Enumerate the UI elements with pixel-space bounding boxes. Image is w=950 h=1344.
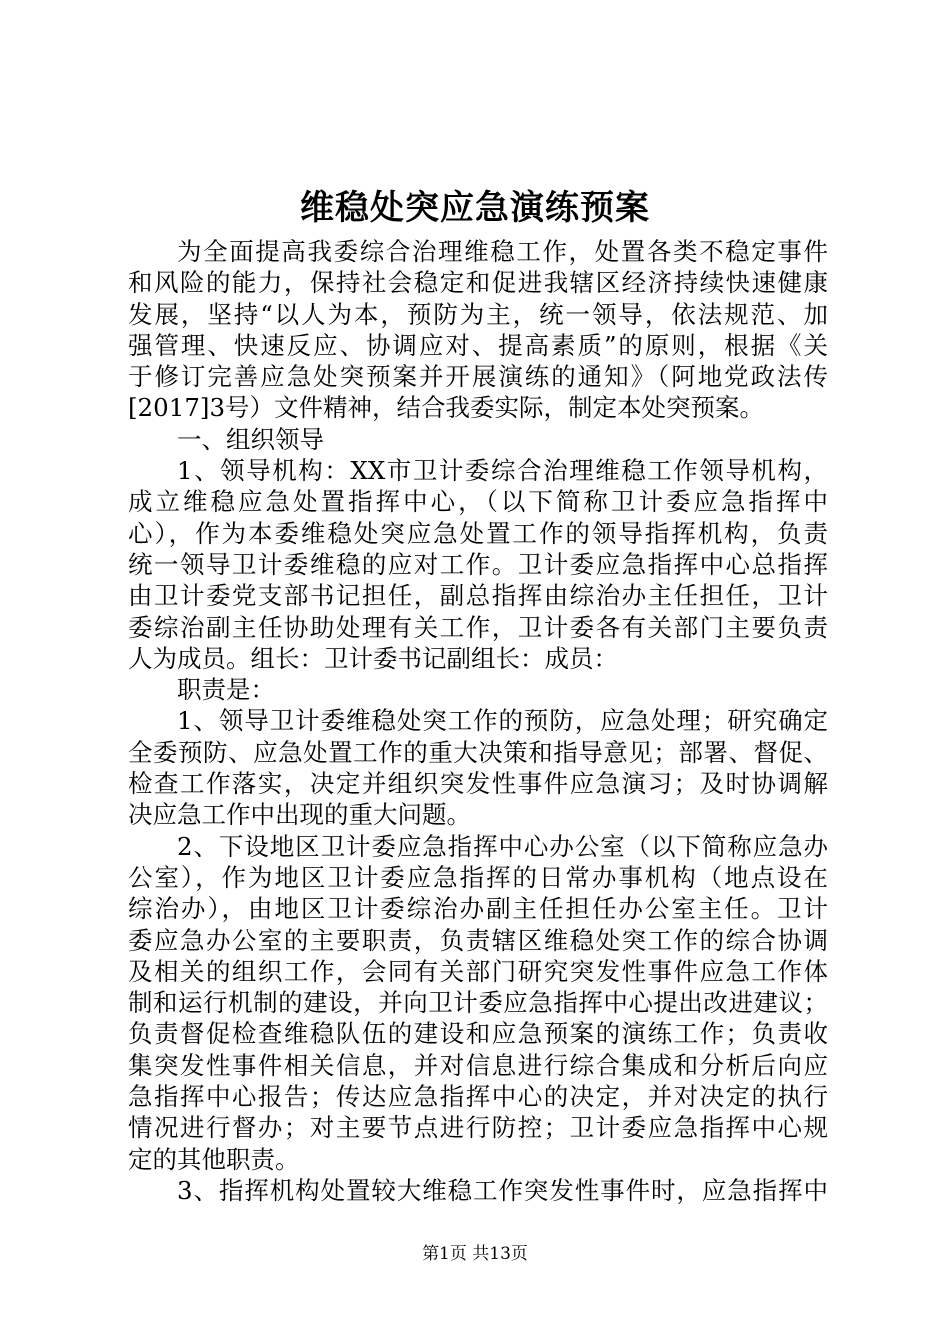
body-line: 负责督促检查维稳队伍的建设和应急预案的演练工作；负责收 — [128, 1019, 828, 1049]
body-line: 检查工作落实，决定并组织突发性事件应急演习；及时协调解 — [128, 769, 828, 799]
body-line: 统一领导卫计委维稳的应对工作。卫计委应急指挥中心总指挥 — [128, 549, 828, 579]
body-line: 定的其他职责。 — [128, 1144, 300, 1174]
body-line: 一、组织领导 — [177, 424, 324, 454]
body-line: 综治办），由地区卫计委综治办副主任担任办公室主任。卫计 — [128, 894, 828, 924]
body-line: 全委预防、应急处置工作的重大决策和指导意见；部署、督促、 — [128, 737, 828, 767]
body-line: 及相关的组织工作，会同有关部门研究突发性事件应急工作体 — [128, 956, 828, 986]
body-line: 人为成员。组长：卫计委书记副组长：成员： — [128, 643, 618, 673]
body-line: 情况进行督办；对主要节点进行防控；卫计委应急指挥中心规 — [128, 1113, 828, 1143]
body-line: 3、指挥机构处置较大维稳工作突发性事件时，应急指挥中 — [177, 1175, 828, 1205]
body-line: 集突发性事件相关信息，并对信息进行综合集成和分析后向应 — [128, 1050, 828, 1080]
body-line: 心），作为本委维稳处突应急处置工作的领导指挥机构，负责 — [128, 518, 828, 548]
body-line: [2017]3号）文件精神，结合我委实际，制定本处突预案。 — [128, 393, 765, 423]
body-line: 成立维稳应急处置指挥中心，（以下简称卫计委应急指挥中 — [128, 487, 828, 517]
body-line: 1、领导机构：XX市卫计委综合治理维稳工作领导机构， — [177, 456, 828, 486]
body-line: 于修订完善应急处突预案并开展演练的通知》（阿地党政法传 — [128, 362, 828, 392]
body-line: 发展，坚持“以人为本，预防为主，统一领导，依法规范、加 — [128, 299, 828, 329]
document-title: 维稳处突应急演练预案 — [300, 188, 650, 228]
body-line: 1、领导卫计委维稳处突工作的预防，应急处理；研究确定 — [177, 706, 828, 736]
body-line: 决应急工作中出现的重大问题。 — [128, 800, 471, 830]
body-line: 委应急办公室的主要职责，负责辖区维稳处突工作的综合协调 — [128, 925, 828, 955]
body-line: 公室），作为地区卫计委应急指挥的日常办事机构（地点设在 — [128, 862, 828, 892]
body-line: 为全面提高我委综合治理维稳工作，处置各类不稳定事件 — [177, 237, 828, 266]
page-footer: 第1页 共13页 — [422, 1244, 528, 1264]
body-line: 和风险的能力，保持社会稳定和促进我辖区经济持续快速健康 — [128, 268, 828, 298]
body-line: 职责是： — [177, 675, 275, 705]
body-line: 由卫计委党支部书记担任，副总指挥由综治办主任担任，卫计 — [128, 581, 828, 611]
body-line: 强管理、快速反应、协调应对、提高素质”的原则，根据《关 — [128, 330, 828, 360]
body-line: 2、下设地区卫计委应急指挥中心办公室（以下简称应急办 — [177, 831, 828, 861]
body-line: 委综治副主任协助处理有关工作，卫计委各有关部门主要负责 — [128, 612, 828, 642]
document-body — [128, 236, 828, 1206]
body-line: 急指挥中心报告；传达应急指挥中心的决定，并对决定的执行 — [128, 1082, 828, 1112]
body-line: 制和运行机制的建设，并向卫计委应急指挥中心提出改进建议； — [128, 988, 828, 1018]
